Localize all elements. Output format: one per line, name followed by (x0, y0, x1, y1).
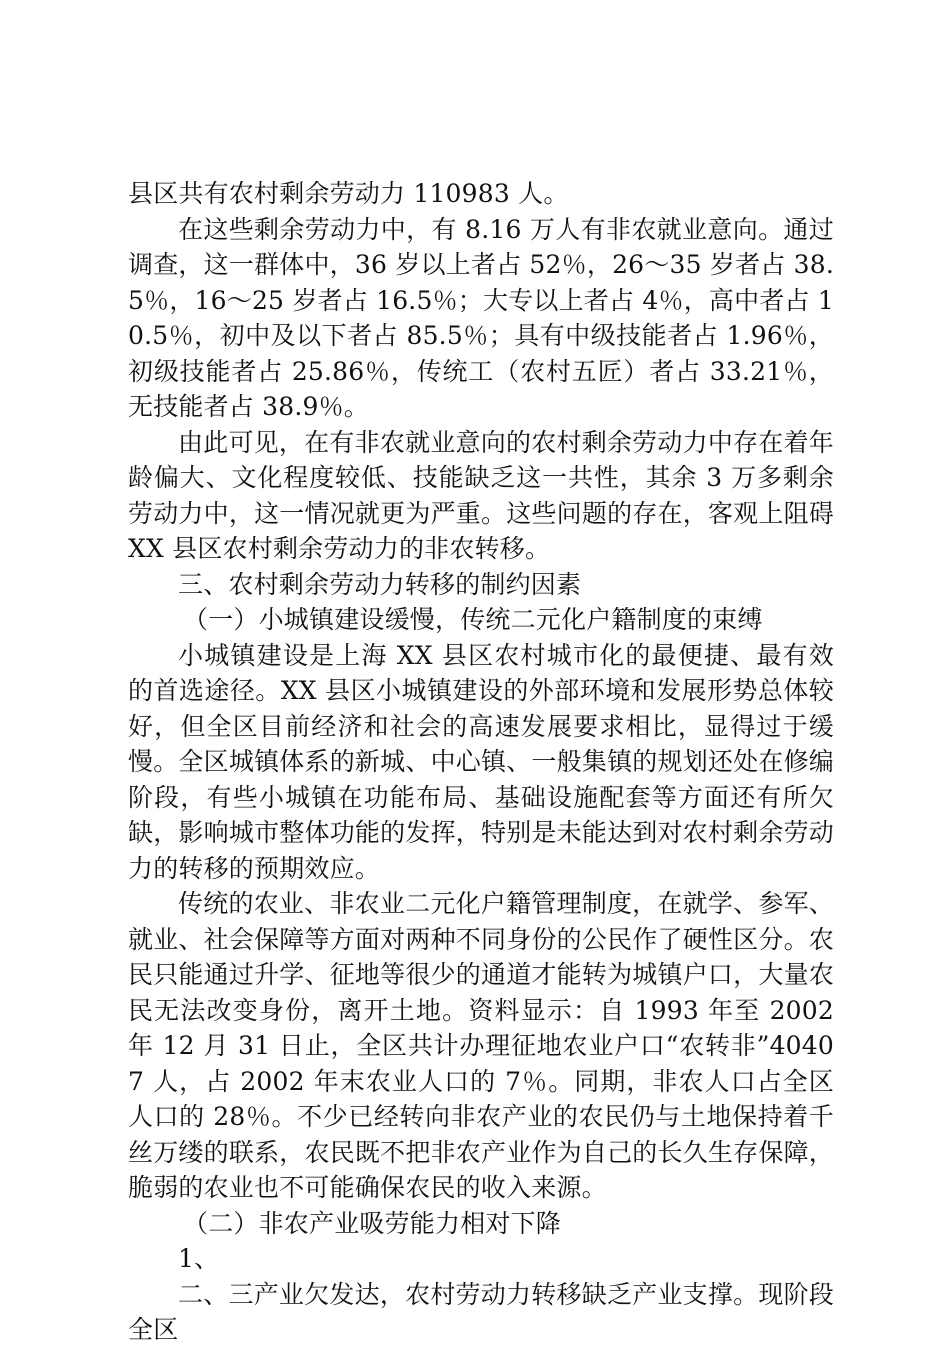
document-body (128, 176, 834, 1348)
paragraph-3: 由此可见，在有非农就业意向的农村剩余劳动力中存在着年龄偏大、文化程度较低、技能缺乏这一共性，其余 3 万多剩余劳动力中，这一情况就更为严重。这些问题的存在，客观上阻碍 XX 县区农村剩余劳动力的非农转移。 (128, 427, 834, 563)
section-heading-3: 三、农村剩余劳动力转移的制约因素 (178, 569, 582, 599)
paragraph-5: 传统的农业、非农业二元化户籍管理制度，在就学、参军、就业、社会保障等方面对两种不同身份的公民作了硬性区分。农民只能通过升学、征地等很少的通道才能转为城镇户口，大量农民无法改变身份，离开土地。资料显示：自 1993 年至 2002 年 12 月 31 日止，全区共计办理征地农业户口“农转非”40407 人，占 2002 年末农业人口的 7％。同期，非农人口占全区人口的 28％。不少已经转向非农产业的农民仍与土地保持着千丝万缕的联系，农民既不把非农产业作为自己的长久生存保障，脆弱的农业也不可能确保农民的收入来源。 (128, 889, 834, 1202)
paragraph-6: 二、三产业欠发达，农村劳动力转移缺乏产业支撑。现阶段全区 (128, 1279, 834, 1344)
paragraph-1: 县区共有农村剩余劳动力 110983 人。 (128, 179, 569, 208)
paragraph-4: 小城镇建设是上海 XX 县区农村城市化的最便捷、最有效的首选途径。XX 县区小城镇建设的外部环境和发展形势总体较好，但全区目前经济和社会的高速发展要求相比，显得过于缓慢。全区城镇体系的新城、中心镇、一般集镇的规划还处在修编阶段，有些小城镇在功能布局、基础设施配套等方面还有所欠缺，影响城市整体功能的发挥，特别是未能达到对农村剩余劳动力的转移的预期效应。 (128, 640, 834, 883)
subsection-heading-1: （一）小城镇建设缓慢，传统二元化户籍制度的束缚 (183, 605, 763, 634)
numbered-item-1: 1、 (178, 1244, 220, 1273)
paragraph-2: 在这些剩余劳动力中，有 8.16 万人有非农就业意向。通过调查，这一群体中，36 岁以上者占 52％，26～35 岁者占 38.5％，16～25 岁者占 16.5％；大专以上者占 4％，高中者占 10.5％，初中及以下者占 85.5％；具有中级技能者占 1.96％，初级技能者占 25.86％，传统工（农村五匠）者占 33.21％，无技能者占 38.9％。 (128, 214, 834, 421)
subsection-heading-2: （二）非农产业吸劳能力相对下降 (183, 1208, 562, 1238)
